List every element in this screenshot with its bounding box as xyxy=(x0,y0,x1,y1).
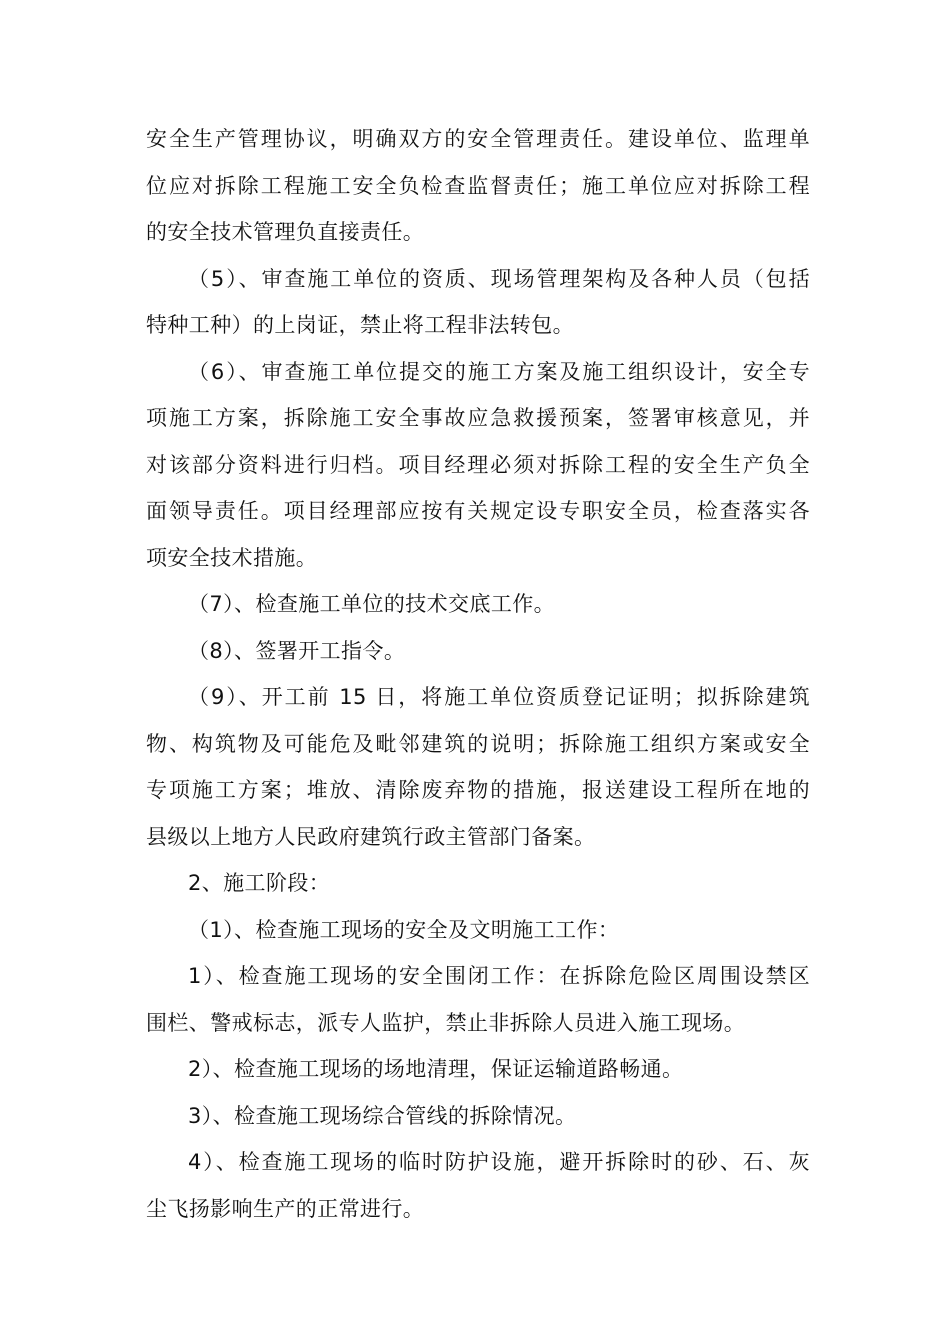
paragraph xyxy=(146,1046,810,1093)
paragraph-line: 县级以上地方人民政府建筑行政主管部门备案。 xyxy=(146,824,596,849)
paragraph xyxy=(146,860,810,907)
paragraph-line: 2）、检查施工现场的场地清理，保证运输道路畅通。 xyxy=(188,1057,684,1081)
paragraph xyxy=(146,1093,810,1140)
paragraph-line: 尘飞扬影响生产的正常进行。 xyxy=(146,1196,425,1221)
paragraph xyxy=(146,256,810,349)
paragraph-line: 围栏、警戒标志，派专人监护，禁止非拆除人员进入施工现场。 xyxy=(146,1010,746,1035)
paragraph xyxy=(146,674,810,860)
paragraph-line: （8）、签署开工指令。 xyxy=(188,638,406,663)
paragraph-line: 4）、检查施工现场的临时防护设施，避开拆除时的砂、石、灰 xyxy=(188,1150,810,1174)
paragraph-line: 的安全技术管理负直接责任。 xyxy=(146,220,425,244)
paragraph xyxy=(146,1139,810,1232)
paragraph-line: （5）、审查施工单位的资质、现场管理架构及各种人员（包括 xyxy=(188,266,810,291)
paragraph xyxy=(146,953,810,1046)
document-body xyxy=(146,116,810,1232)
paragraph-line: （6）、审查施工单位提交的施工方案及施工组织设计，安全专 xyxy=(188,359,810,384)
paragraph-line: 项安全技术措施。 xyxy=(146,545,318,570)
paragraph-line: （7）、检查施工单位的技术交底工作。 xyxy=(188,592,556,616)
paragraph-line: 特种工种）的上岗证，禁止将工程非法转包。 xyxy=(146,313,574,337)
paragraph-line: 2、施工阶段： xyxy=(188,871,331,895)
paragraph-line: 位应对拆除工程施工安全负检查监督责任；施工单位应对拆除工程 xyxy=(146,173,810,198)
paragraph xyxy=(146,349,810,582)
paragraph-line: 物、构筑物及可能危及毗邻建筑的说明；拆除施工组织方案或安全 xyxy=(146,731,810,756)
paragraph xyxy=(146,907,810,954)
paragraph-line: 3）、检查施工现场综合管线的拆除情况。 xyxy=(188,1103,577,1128)
paragraph xyxy=(146,581,810,628)
paragraph-line: （1）、检查施工现场的安全及文明施工工作： xyxy=(188,917,620,942)
paragraph-line: 专项施工方案；堆放、清除废弃物的措施，报送建设工程所在地的 xyxy=(146,778,810,802)
paragraph xyxy=(146,628,810,675)
paragraph-line: 安全生产管理协议，明确双方的安全管理责任。建设单位、监理单 xyxy=(146,127,810,151)
paragraph-line: 项施工方案，拆除施工安全事故应急救援预案，签署审核意见，并 xyxy=(146,406,810,430)
paragraph-line: 对该部分资料进行归档。项目经理必须对拆除工程的安全生产负全 xyxy=(146,452,810,477)
paragraph-line: （9）、开工前 15 日，将施工单位资质登记证明；拟拆除建筑 xyxy=(188,685,810,709)
paragraph-line: 1）、检查施工现场的安全围闭工作：在拆除危险区周围设禁区 xyxy=(188,964,810,988)
paragraph xyxy=(146,116,810,256)
paragraph-line: 面领导责任。项目经理部应按有关规定设专职安全员，检查落实各 xyxy=(146,499,810,523)
